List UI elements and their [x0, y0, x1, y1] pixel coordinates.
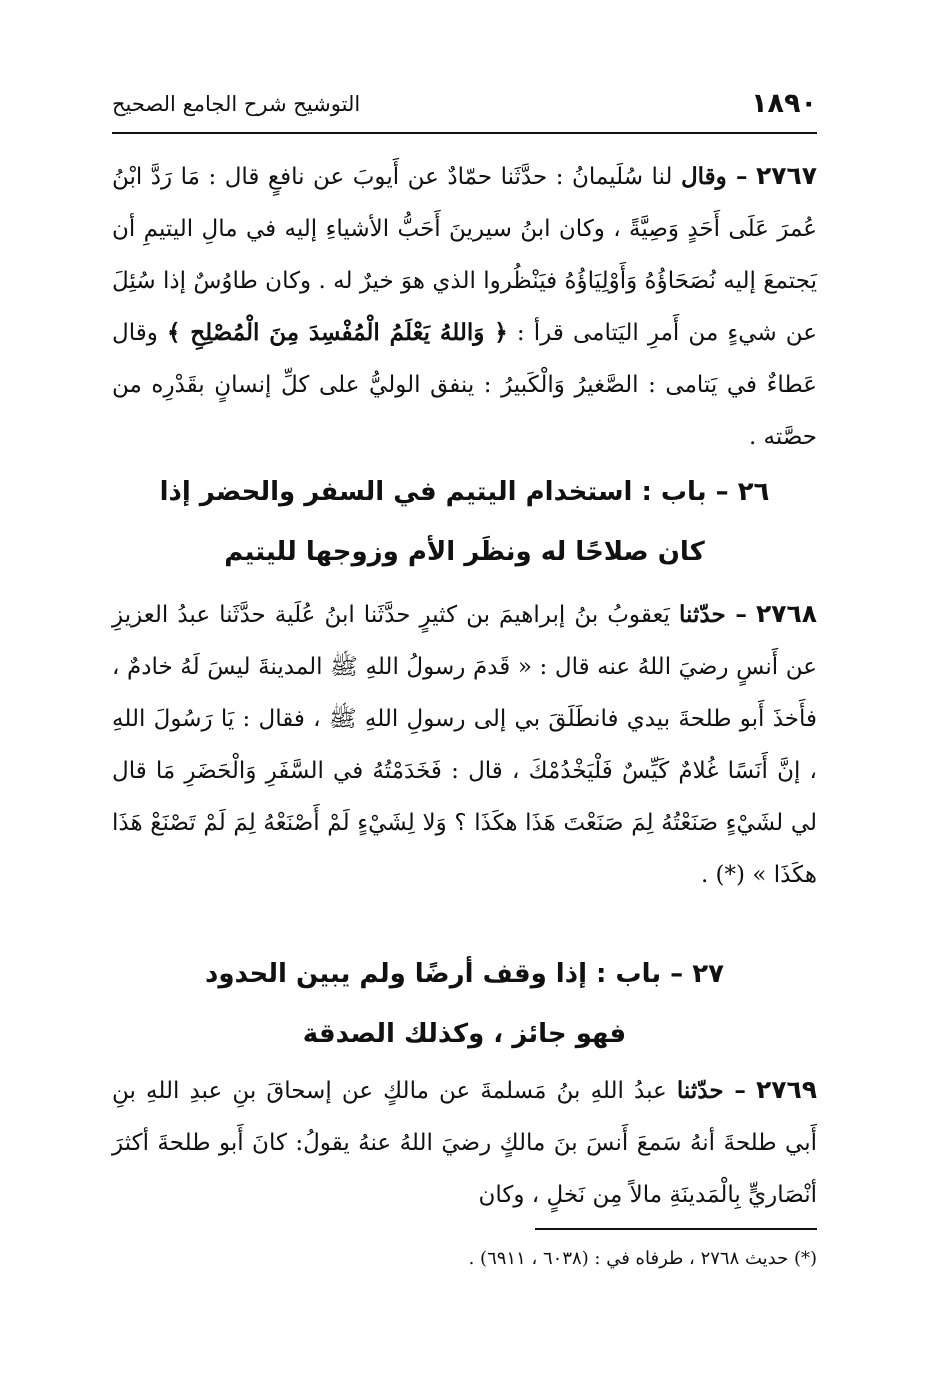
- chapter-heading-line: فهو جائز ، وكذلك الصدقة: [302, 1019, 627, 1049]
- chapter-heading-line: ٢٧ – باب : إذا وقف أرضًا ولم يبين الحدود: [205, 959, 724, 989]
- hadith-lead: – حدّثنا: [679, 601, 747, 628]
- quran-quote: ﴿ وَاللهُ يَعْلَمُ الْمُفْسِدَ مِنَ الْمُصْلِحِ ﴾: [166, 319, 508, 346]
- chapter-heading-line: ٢٦ – باب : استخدام اليتيم في السفر والحضر إذا: [159, 477, 770, 507]
- chapter-27-heading: [112, 944, 817, 1064]
- footnote-rule: [535, 1228, 817, 1230]
- chapter-heading-line: كان صلاحًا له ونظَر الأم وزوجها لليتيم: [224, 537, 705, 567]
- header-rule: [112, 132, 817, 134]
- hadith-text-continued: وقال عَطاءٌ في يَتامى : الصَّغيرُ وَالْكَبيرُ : ينفق الوليُّ على كلِّ إنسانٍ بقَدْرِه من حصَّته .: [112, 320, 817, 450]
- hadith-2767: [112, 150, 817, 463]
- hadith-text: يَعقوبُ بنُ إبراهيمَ بن كثيرٍ حدَّثَنا ابنُ عُلَية حدَّثَنا عبدُ العزيزِ عن أَنسٍ رضيَ اللهُ عنه قال : « قَدمَ رسولُ اللهِ ﷺ المدينةَ ليسَ لَهُ خادمٌ ، فأَخذَ أَبو طلحةَ بيدي فانطَلَقَ بي إلى رسولِ اللهِ ﷺ ، فقال : يَا رَسُولَ اللهِ ، إنَّ أَنَسًا غُلامٌ كَيِّسٌ فَلْيَخْدُمْكَ ، قال : فَخَدَمْتُهُ في السَّفَرِ وَالْحَضَرِ مَا قال لي لشَيْءٍ صَنَعْتُهُ لِمَ صَنَعْتَ هَذَا هكَذَا ؟ وَلا لِشَيْءٍ لَمْ أَصْنَعْهُ لِمَ لَمْ تَصْنَعْ هَذَا هكَذَا » (*) .: [112, 602, 817, 888]
- hadith-number: ٢٧٦٨: [755, 599, 818, 628]
- page-header: [112, 88, 817, 134]
- hadith-2768: [112, 588, 817, 901]
- hadith-text: عبدُ اللهِ بنُ مَسلمةَ عن مالكٍ عن إسحاقَ بنِ عبدِ اللهِ بنِ أَبي طلحةَ أنهُ سَمعَ أَنسَ بنَ مالكٍ رضيَ اللهُ عنهُ يقولُ: كانَ أَبو طلحةَ أكثرَ أنْصَاريٍّ بِالْمَدينَةِ مالاً مِن نَخلٍ ، وكان: [112, 1078, 817, 1208]
- hadith-number: ٢٧٦٩: [755, 1075, 818, 1104]
- chapter-26-heading: [112, 462, 817, 582]
- hadith-2769: [112, 1064, 817, 1221]
- hadith-lead: – حدّثنا: [676, 1077, 746, 1104]
- hadith-number: ٢٧٦٧: [755, 161, 817, 190]
- running-title: التوشيح شرح الجامع الصحيح: [112, 92, 361, 116]
- hadith-text: لنا سُلَيمانُ : حدَّثَنا حمّادٌ عن أَيوبَ عن نافعٍ قال : مَا رَدَّ ابْنُ عُمرَ عَلَى أَحَدٍ وَصِيَّةً ، وكان ابنُ سيرينَ أَحَبُّ الأشياءِ إليه في مالِ اليتيمِ أن يَجتمعَ إليه نُصَحَاؤُهُ وَأَوْلِيَاؤُهُ فيَنْظُروا الذي هوَ خيرٌ له . وكان طاوُسٌ إذا سُئِلَ عن شيءٍ من أَمرِ اليَتامى قرأ :: [112, 164, 818, 346]
- page-number: ١٨٩٠: [751, 88, 817, 119]
- footnote: (*) حديث ٢٧٦٨ ، طرفاه في : (٦٠٣٨ ، ٦٩١١) .: [468, 1248, 817, 1269]
- hadith-lead: – وقال: [680, 163, 748, 190]
